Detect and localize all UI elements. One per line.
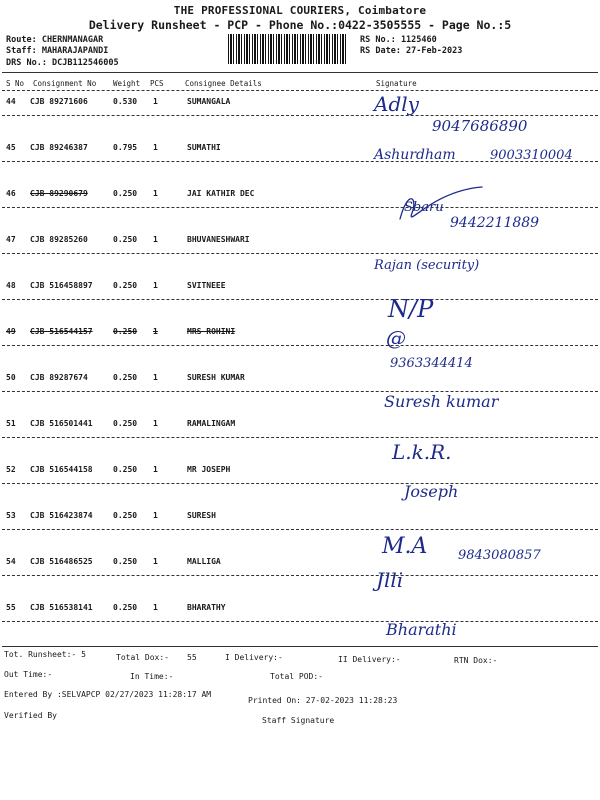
row-sno: 55 xyxy=(6,603,16,612)
signature-text: Jlli xyxy=(376,568,404,592)
barcode-image xyxy=(228,34,346,64)
row-consignment: CJB 516501441 xyxy=(30,419,93,428)
col-signature-header: Signature xyxy=(376,79,417,88)
row-sno: 51 xyxy=(6,419,16,428)
table-row xyxy=(0,327,600,373)
row-weight: 0.250 xyxy=(113,189,138,198)
signature-text: Adly xyxy=(374,92,419,116)
signature-mark xyxy=(372,183,597,239)
row-consignee: SUMATHI xyxy=(187,143,221,152)
row-pcs: 1 xyxy=(153,189,158,198)
row-sno: 50 xyxy=(6,373,16,382)
row-weight: 0.530 xyxy=(113,97,138,106)
signature-text: @ xyxy=(386,326,406,350)
row-consignment: CJB 516544157 xyxy=(30,327,93,336)
verified-by: Verified By xyxy=(4,711,57,720)
row-consignee: SURESH xyxy=(187,511,216,520)
staff-label: Staff: MAHARAJAPANDI xyxy=(6,46,109,56)
row-pcs: 1 xyxy=(153,281,158,290)
total-pod: Total POD:- xyxy=(270,672,323,681)
row-sno: 44 xyxy=(6,97,16,106)
drs-number: DRS No.: DCJB112546005 xyxy=(6,58,119,68)
col-weight-header: Weight xyxy=(113,79,141,88)
row-pcs: 1 xyxy=(153,419,158,428)
row-consignee: MALLIGA xyxy=(187,557,221,566)
row-sno: 47 xyxy=(6,235,16,244)
row-sno: 48 xyxy=(6,281,16,290)
signature-text: L.k.R. xyxy=(392,440,452,464)
out-time: Out Time:- xyxy=(4,670,53,679)
row-consignment: CJB 89290679 xyxy=(30,189,88,198)
handwritten-phone: 9442211889 xyxy=(450,215,540,231)
row-sno: 45 xyxy=(6,143,16,152)
signature-text: M.A xyxy=(382,534,428,559)
row-weight: 0.250 xyxy=(113,373,138,382)
row-pcs: 1 xyxy=(153,327,158,336)
row-weight: 0.250 xyxy=(113,235,138,244)
row-pcs: 1 xyxy=(153,373,158,382)
row-consignee: RAMALINGAM xyxy=(187,419,236,428)
i-delivery: I Delivery:- xyxy=(225,653,283,662)
row-weight: 0.250 xyxy=(113,327,138,336)
row-pcs: 1 xyxy=(153,97,158,106)
entered-by: Entered By :SELVAPCP 02/27/2023 11:28:17 AM xyxy=(4,690,212,699)
row-consignee: SVITNEEE xyxy=(187,281,226,290)
rtn-dox: RTN Dox:- xyxy=(454,656,498,665)
row-consignment: CJB 89287674 xyxy=(30,373,88,382)
table-row xyxy=(0,373,600,419)
staff-signature: Staff Signature xyxy=(262,716,335,725)
table-row xyxy=(0,235,600,281)
row-consignee: MR JOSEPH xyxy=(187,465,231,474)
signature-text: Bharathi xyxy=(386,620,457,639)
row-pcs: 1 xyxy=(153,143,158,152)
row-sno: 54 xyxy=(6,557,16,566)
row-weight: 0.250 xyxy=(113,557,138,566)
row-pcs: 1 xyxy=(153,511,158,520)
row-consignee: JAI KATHIR DEC xyxy=(187,189,255,198)
row-sno: 49 xyxy=(6,327,16,336)
total-dox-label: Total Dox:- xyxy=(116,653,169,662)
printed-on: Printed On: 27-02-2023 11:28:23 xyxy=(248,696,398,705)
signature-text: Sbaru xyxy=(404,200,444,215)
total-dox-value: 55 xyxy=(187,653,197,662)
runsheet-title: Delivery Runsheet - PCP - Phone No.:0422-3505555 - Page No.:5 xyxy=(88,18,512,32)
row-pcs: 1 xyxy=(153,235,158,244)
route-label: Route: CHERNMANAGAR xyxy=(6,35,104,45)
row-weight: 0.795 xyxy=(113,143,138,152)
in-time: In Time:- xyxy=(130,672,174,681)
total-runsheet: Tot. Runsheet:- 5 xyxy=(4,650,86,659)
signature-text: Suresh kumar xyxy=(384,392,499,411)
rs-date: RS Date: 27-Feb-2023 xyxy=(360,46,463,56)
table-row xyxy=(0,465,600,511)
row-consignment: CJB 516544158 xyxy=(30,465,93,474)
row-consignee: BHUVANESHWARI xyxy=(187,235,250,244)
row-consignee: SUMANGALA xyxy=(187,97,231,106)
handwritten-phone: 9047686890 xyxy=(432,117,528,135)
table-row xyxy=(0,189,600,235)
signature-text: Joseph xyxy=(404,482,459,501)
row-consignment: CJB 516486525 xyxy=(30,557,93,566)
handwritten-phone: 9003310004 xyxy=(490,148,573,163)
row-consignee: BHARATHY xyxy=(187,603,226,612)
row-consignee: SURESH KUMAR xyxy=(187,373,245,382)
signature-mark xyxy=(372,321,597,377)
signature-text: N/P xyxy=(388,295,434,323)
row-sno: 52 xyxy=(6,465,16,474)
handwritten-phone: 9843080857 xyxy=(458,548,541,563)
table-row xyxy=(0,557,600,603)
header-top-rule xyxy=(2,72,598,73)
signature-text: Ashurdham xyxy=(374,147,456,163)
col-consignment-header: Consignment No xyxy=(33,79,97,88)
row-consignment: CJB 89285260 xyxy=(30,235,88,244)
table-row xyxy=(0,603,600,649)
row-weight: 0.250 xyxy=(113,511,138,520)
row-sno: 46 xyxy=(6,189,16,198)
handwritten-phone: 9363344414 xyxy=(390,356,473,371)
company-title: THE PROFESSIONAL COURIERS, Coimbatore xyxy=(173,4,427,17)
row-weight: 0.250 xyxy=(113,465,138,474)
row-sno: 53 xyxy=(6,511,16,520)
ii-delivery: II Delivery:- xyxy=(338,655,401,664)
signature-text: Rajan (security) xyxy=(374,258,480,273)
table-bottom-rule xyxy=(2,646,598,647)
signature-mark xyxy=(372,85,597,141)
row-consignment: CJB 516423874 xyxy=(30,511,93,520)
row-pcs: 1 xyxy=(153,603,158,612)
col-pcs-header: PCS xyxy=(150,79,164,88)
row-consignment: CJB 89271606 xyxy=(30,97,88,106)
row-consignment: CJB 89246387 xyxy=(30,143,88,152)
row-pcs: 1 xyxy=(153,465,158,474)
row-weight: 0.250 xyxy=(113,281,138,290)
col-consignee-header: Consignee Details xyxy=(185,79,262,88)
row-consignment: CJB 516538141 xyxy=(30,603,93,612)
row-weight: 0.250 xyxy=(113,603,138,612)
row-consignment: CJB 516458897 xyxy=(30,281,93,290)
row-consignee: MRS ROHINI xyxy=(187,327,236,336)
table-row xyxy=(0,92,600,143)
rs-number: RS No.: 1125460 xyxy=(360,35,437,45)
row-pcs: 1 xyxy=(153,557,158,566)
table-row xyxy=(0,419,600,465)
row-weight: 0.250 xyxy=(113,419,138,428)
col-sno-header: S No xyxy=(6,79,25,88)
